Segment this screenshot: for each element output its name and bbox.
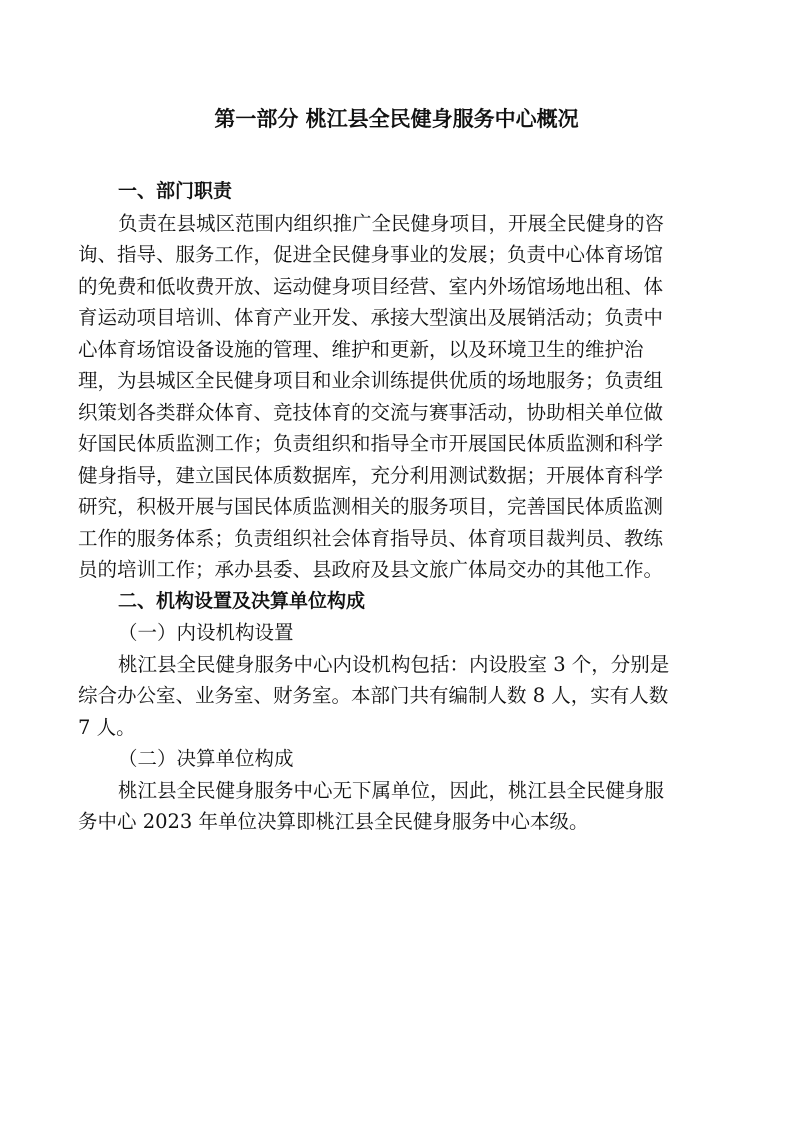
paragraph-line: 询、指导、服务工作，促进全民健身事业的发展；负责中心体育场馆 [78,243,664,266]
paragraph-line: 健身指导，建立国民体质数据库，充分利用测试数据；开展体育科学 [78,463,664,487]
paragraph-line: 的免费和低收费开放、运动健身项目经营、室内外场馆场地出租、体 [78,274,664,298]
paragraph-line: 研究，积极开展与国民体质监测相关的服务项目，完善国民体质监测 [78,495,664,518]
paragraph-line: 织策划各类群众体育、竞技体育的交流与赛事活动，协助相关单位做 [78,400,664,424]
paragraph-line: 务中心 2023 年单位决算即桃江县全民健身服务中心本级。 [78,810,589,833]
paragraph-line: 理，为县城区全民健身项目和业余训练提供优质的场地服务；负责组 [78,369,664,392]
paragraph-line: 桃江县全民健身服务中心无下属单位，因此，桃江县全民健身服 [118,778,665,802]
paragraph-line: 员的培训工作；承办县委、县政府及县文旅广体局交办的其他工作。 [78,558,664,581]
paragraph-line: 负责在县城区范围内组织推广全民健身项目，开展全民健身的咨 [118,211,665,235]
paragraph-line: 心体育场馆设备设施的管理、维护和更新，以及环境卫生的维护治 [78,337,644,361]
paragraph-line: 好国民体质监测工作；负责组织和指导全市开展国民体质监测和科学 [78,432,664,455]
page-title: 第一部分 桃江县全民健身服务中心概况 [214,107,579,131]
section-heading-duties: 一、部门职责 [118,180,233,202]
section-duties [78,176,718,838]
subsection-heading-units: （二）决算单位构成 [118,747,294,770]
paragraph-line: 工作的服务体系；负责组织社会体育指导员、体育项目裁判员、教练 [78,526,664,550]
paragraph-line: 7 人。 [78,715,136,739]
paragraph-line: 桃江县全民健身服务中心内设机构包括：内设股室 3 个，分别是 [118,652,670,676]
subsection-heading-internal: （一）内设机构设置 [118,621,294,644]
paragraph-line: 育运动项目培训、体育产业开发、承接大型演出及展销活动；负责中 [78,306,664,329]
section-heading-organization: 二、机构设置及决算单位构成 [118,589,366,612]
paragraph-line: 综合办公室、业务室、财务室。本部门共有编制人数 8 人，实有人数 [78,684,669,707]
